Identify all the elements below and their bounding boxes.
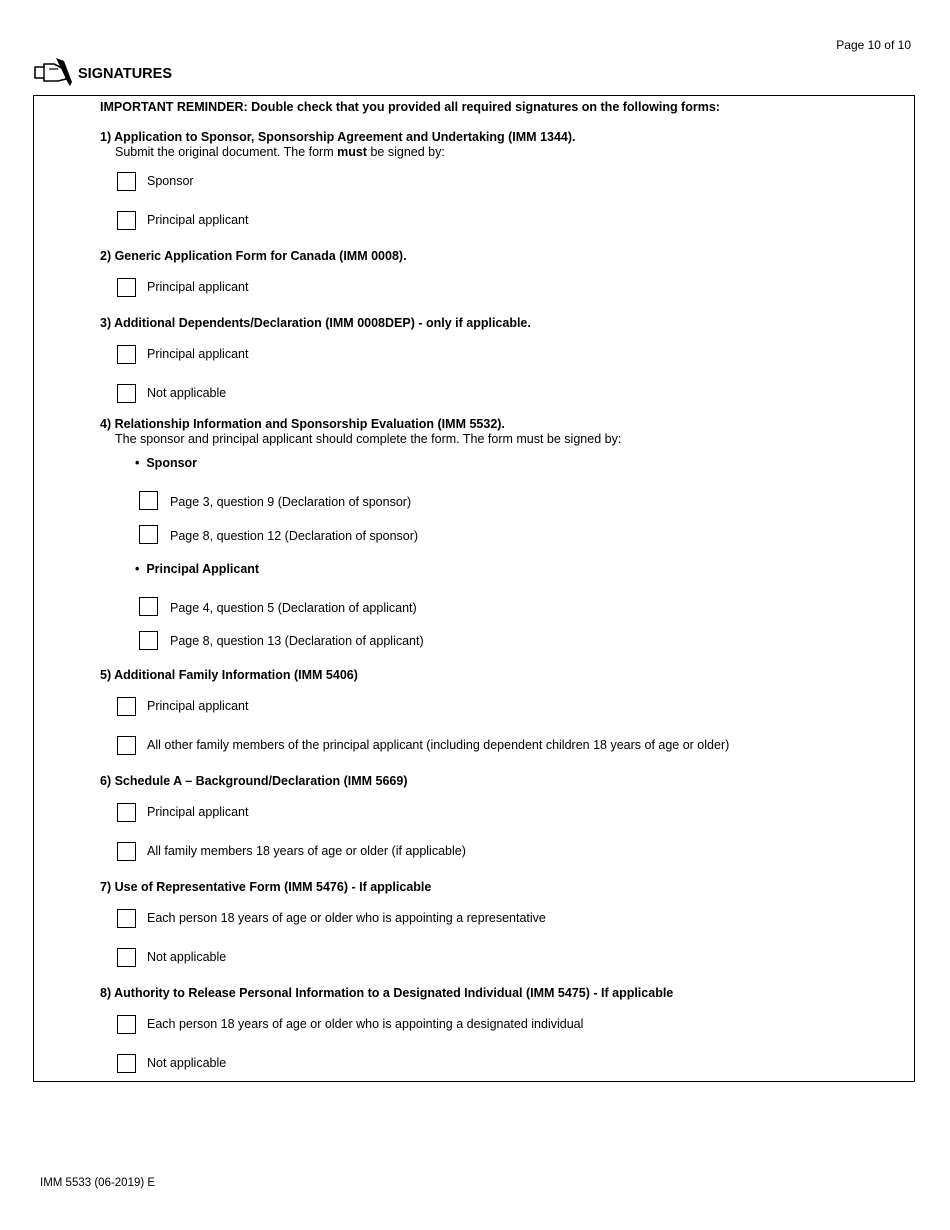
item-4-applicant-group: • Principal Applicant <box>135 562 260 576</box>
item-8-heading: 8) Authority to Release Personal Information to a Designated Individual (IMM 5475) - If applicable <box>100 986 674 1000</box>
item-2-principal-applicant-label: Principal applicant <box>147 280 249 294</box>
section-title: SIGNATURES <box>78 66 172 82</box>
item-6-family-members-checkbox[interactable] <box>117 842 136 861</box>
item-1-heading: 1) Application to Sponsor, Sponsorship Agreement and Undertaking (IMM 1344). <box>100 130 576 144</box>
item-6-principal-applicant-label: Principal applicant <box>147 805 249 819</box>
item-4-heading: 4) Relationship Information and Sponsorship Evaluation (IMM 5532). <box>100 417 505 431</box>
item-4-sponsor-page8-label: Page 8, question 12 (Declaration of sponsor) <box>170 529 419 543</box>
item-3-principal-applicant-label: Principal applicant <box>147 347 249 361</box>
item-8-not-applicable-checkbox[interactable] <box>117 1054 136 1073</box>
item-6-principal-applicant-checkbox[interactable] <box>117 803 136 822</box>
item-5-heading: 5) Additional Family Information (IMM 5406) <box>100 668 358 682</box>
item-4-note: The sponsor and principal applicant should complete the form. The form must be signed by: <box>115 432 622 446</box>
item-1-sponsor-checkbox[interactable] <box>117 172 136 191</box>
item-7-heading: 7) Use of Representative Form (IMM 5476) - If applicable <box>100 880 432 894</box>
item-4-applicant-page8-checkbox[interactable] <box>139 631 158 650</box>
item-8-not-applicable-label: Not applicable <box>147 1056 227 1070</box>
item-8-designated-individual-label: Each person 18 years of age or older who is appointing a designated individual <box>147 1017 584 1031</box>
item-5-family-members-label: All other family members of the principal applicant (including dependent children 18 years of age or older) <box>147 738 730 752</box>
bullet-icon: • <box>135 562 140 576</box>
form-code-footer: IMM 5533 (06-2019) E <box>40 1177 156 1189</box>
item-1-note: Submit the original document. The form must be signed by: <box>115 145 445 159</box>
item-5-principal-applicant-checkbox[interactable] <box>117 697 136 716</box>
item-7-not-applicable-checkbox[interactable] <box>117 948 136 967</box>
item-4-sponsor-page3-label: Page 3, question 9 (Declaration of sponsor) <box>170 495 412 509</box>
item-5-principal-applicant-label: Principal applicant <box>147 699 249 713</box>
item-3-principal-applicant-checkbox[interactable] <box>117 345 136 364</box>
item-5-family-members-checkbox[interactable] <box>117 736 136 755</box>
item-7-representative-checkbox[interactable] <box>117 909 136 928</box>
item-6-heading: 6) Schedule A – Background/Declaration (IMM 5669) <box>100 774 408 788</box>
item-3-not-applicable-label: Not applicable <box>147 386 227 400</box>
item-1-sponsor-label: Sponsor <box>147 174 194 188</box>
item-8-designated-individual-checkbox[interactable] <box>117 1015 136 1034</box>
item-1-principal-applicant-label: Principal applicant <box>147 213 249 227</box>
item-4-applicant-page4-checkbox[interactable] <box>139 597 158 616</box>
item-3-not-applicable-checkbox[interactable] <box>117 384 136 403</box>
item-2-principal-applicant-checkbox[interactable] <box>117 278 136 297</box>
item-7-representative-label: Each person 18 years of age or older who is appointing a representative <box>147 911 546 925</box>
bullet-icon: • <box>135 456 140 470</box>
page-number: Page 10 of 10 <box>836 38 911 52</box>
item-1-principal-applicant-checkbox[interactable] <box>117 211 136 230</box>
item-7-not-applicable-label: Not applicable <box>147 950 227 964</box>
item-3-heading: 3) Additional Dependents/Declaration (IMM 0008DEP) - only if applicable. <box>100 316 531 330</box>
hand-writing-pen-icon <box>32 55 74 87</box>
item-4-sponsor-page3-checkbox[interactable] <box>139 491 158 510</box>
signatures-frame <box>33 95 915 1082</box>
item-4-applicant-page4-label: Page 4, question 5 (Declaration of applicant) <box>170 601 417 615</box>
item-2-heading: 2) Generic Application Form for Canada (IMM 0008). <box>100 249 407 263</box>
important-reminder: IMPORTANT REMINDER: Double check that you provided all required signatures on the following forms: <box>100 100 720 114</box>
item-4-sponsor-group: • Sponsor <box>135 456 198 470</box>
item-6-family-members-label: All family members 18 years of age or older (if applicable) <box>147 844 466 858</box>
item-4-applicant-page8-label: Page 8, question 13 (Declaration of applicant) <box>170 634 424 648</box>
item-4-sponsor-page8-checkbox[interactable] <box>139 525 158 544</box>
